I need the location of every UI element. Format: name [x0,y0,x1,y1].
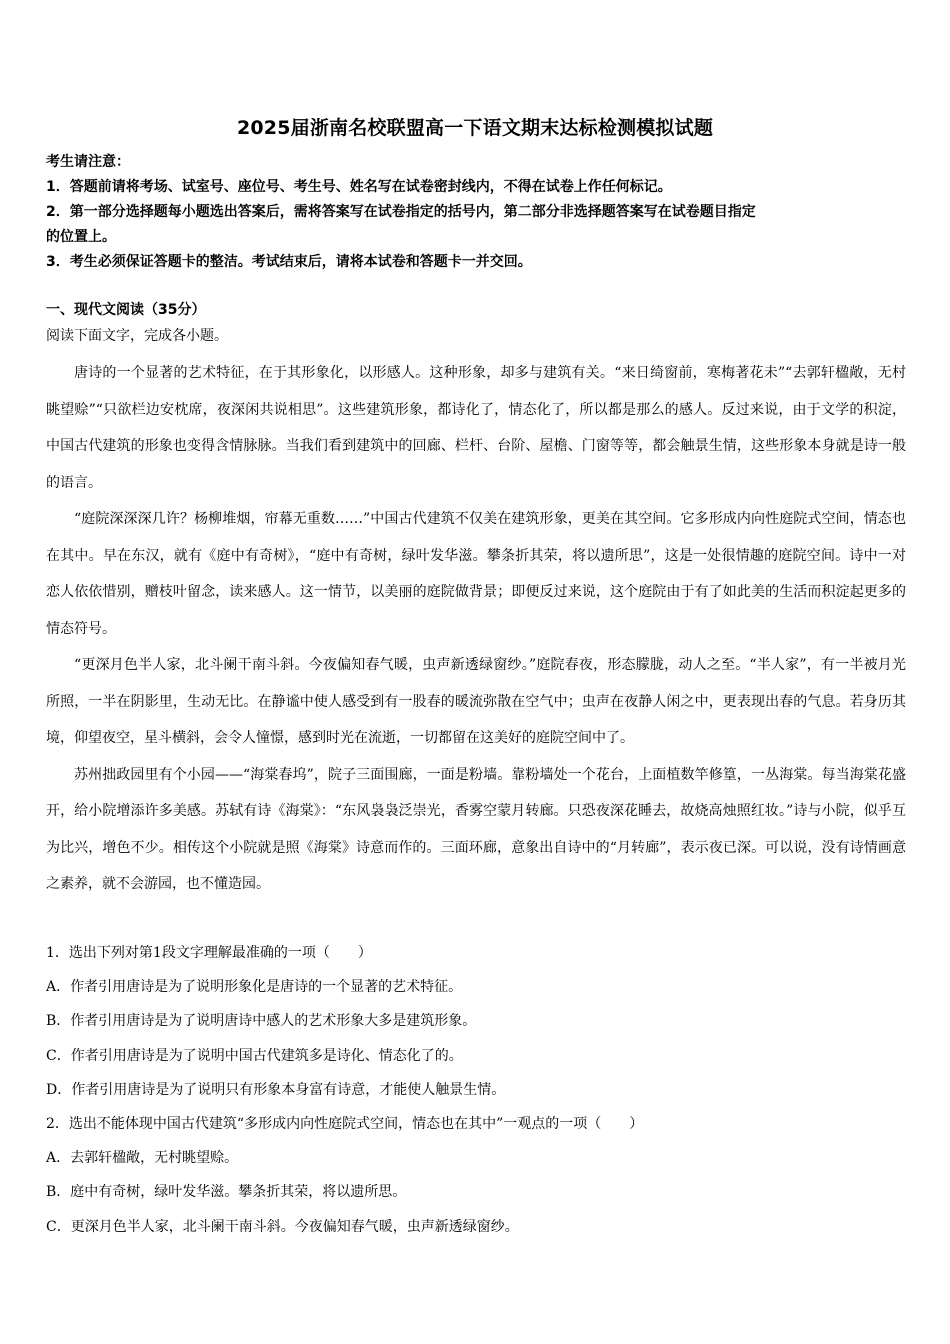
question-1-stem: 1．选出下列对第1段文字理解最准确的一项（ ） [46,945,372,961]
passage-paragraph-2: “庭院深深深几许？杨柳堆烟，帘幕无重数……”中国古代建筑不仅美在建筑形象，更美在其空间。它多形成内向性庭院式空间，情态也在其中。早在东汉，就有《庭中有奇树》，“庭中有奇树，绿叶发华滋。攀条折其荣，将以遗所思”，这是一处很情趣的庭院空间。诗中一对恋人依依惜别，赠枝叶留念，读来感人。这一情节，以美丽的庭院做背景；即便反过来说，这个庭院由于有了如此美的生活而积淀起更多的情态符号。 [46,511,906,637]
question-1-option-d: D．作者引用唐诗是为了说明只有形象本身富有诗意，才能使人触景生情。 [46,1081,506,1098]
question-1-option-b: B．作者引用唐诗是为了说明唐诗中感人的艺术形象大多是建筑形象。 [46,1013,477,1030]
question-2-option-b: B．庭中有奇树，绿叶发华滋。攀条折其荣，将以遗所思。 [46,1184,407,1201]
passage-paragraph-3: “更深月色半人家，北斗阑干南斗斜。今夜偏知春气暖，虫声新透绿窗纱。”庭院春夜，形态朦胧，动人之至。“半人家”，有一半被月光所照，一半在阴影里，生动无比。在静谧中使人感受到有一股春的暖流弥散在空气中；虫声在夜静人闲之中，更表现出春的气息。若身历其境，仰望夜空，星斗横斜，会令人憧憬，感到时光在流逝，一切都留在这美好的庭院空间中了。 [46,657,906,746]
question-list [46,936,906,1244]
notice-item-2-line-1: 2．第一部分选择题每小题选出答案后，需将答案写在试卷指定的括号内，第二部分非选择题答案写在试卷题目指定 [46,204,756,220]
page-title: 2025届浙南名校联盟高一下语文期末达标检测模拟试题 [236,117,714,139]
passage-paragraph-1: 唐诗的一个显著的艺术特征，在于其形象化，以形感人。这种形象，却多与建筑有关。“来日绮窗前，寒梅著花未”“去郭轩楹敞，无村眺望赊”“只欲栏边安枕席，夜深闲共说相思”。这些建筑形象，都诗化了，情态化了，所以都是那么的感人。反过来说，由于文学的积淀，中国古代建筑的形象也变得含情脉脉。当我们看到建筑中的回廊、栏杆、台阶、屋檐、门窗等等，都会触景生情，这些形象本身就是诗一般的语言。 [46,365,906,491]
question-1-option-c: C．作者引用唐诗是为了说明中国古代建筑多是诗化、情态化了的。 [46,1047,463,1064]
notice-item-3: 3．考生必须保证答题卡的整洁。考试结束后，请将本试卷和答题卡一并交回。 [46,254,532,270]
question-1-option-a: A．作者引用唐诗是为了说明形象化是唐诗的一个显著的艺术特征。 [46,979,463,996]
notice-item-2-line-2: 的位置上。 [46,229,116,245]
notice-item-1: 1．答题前请将考场、试室号、座位号、考生号、姓名写在试卷密封线内，不得在试卷上作任何标记。 [46,179,672,195]
section-intro: 阅读下面文字，完成各小题。 [46,328,228,344]
exam-notice [46,150,906,275]
question-2-option-c: C．更深月色半人家，北斗阑干南斗斜。今夜偏知春气暖，虫声新透绿窗纱。 [46,1218,519,1235]
question-2-option-a: A．去郭轩楹敞，无村眺望赊。 [46,1150,239,1167]
section-heading: 一、现代文阅读（35分） [46,302,206,318]
passage-paragraph-4: 苏州拙政园里有个小园——“海棠春坞”，院子三面围廊，一面是粉墙。靠粉墙处一个花台，上面植数竿修篁，一丛海棠。每当海棠花盛开，给小院增添许多美感。苏轼有诗《海棠》：“东风袅袅泛崇光，香雾空蒙月转廊。只恐夜深花睡去，故烧高烛照红妆。”诗与小院，似乎互为比兴，增色不少。相传这个小院就是照《海棠》诗意而作的。三面环廊，意象出自诗中的“月转廊”，表示夜已深。可以说，没有诗情画意之素养，就不会游园，也不懂造园。 [46,766,906,892]
reading-passage [46,355,906,903]
notice-heading: 考生请注意： [46,154,130,170]
question-2-stem: 2．选出不能体现中国古代建筑“多形成内向性庭院式空间，情态也在其中”一观点的一项（ ） [46,1116,644,1133]
